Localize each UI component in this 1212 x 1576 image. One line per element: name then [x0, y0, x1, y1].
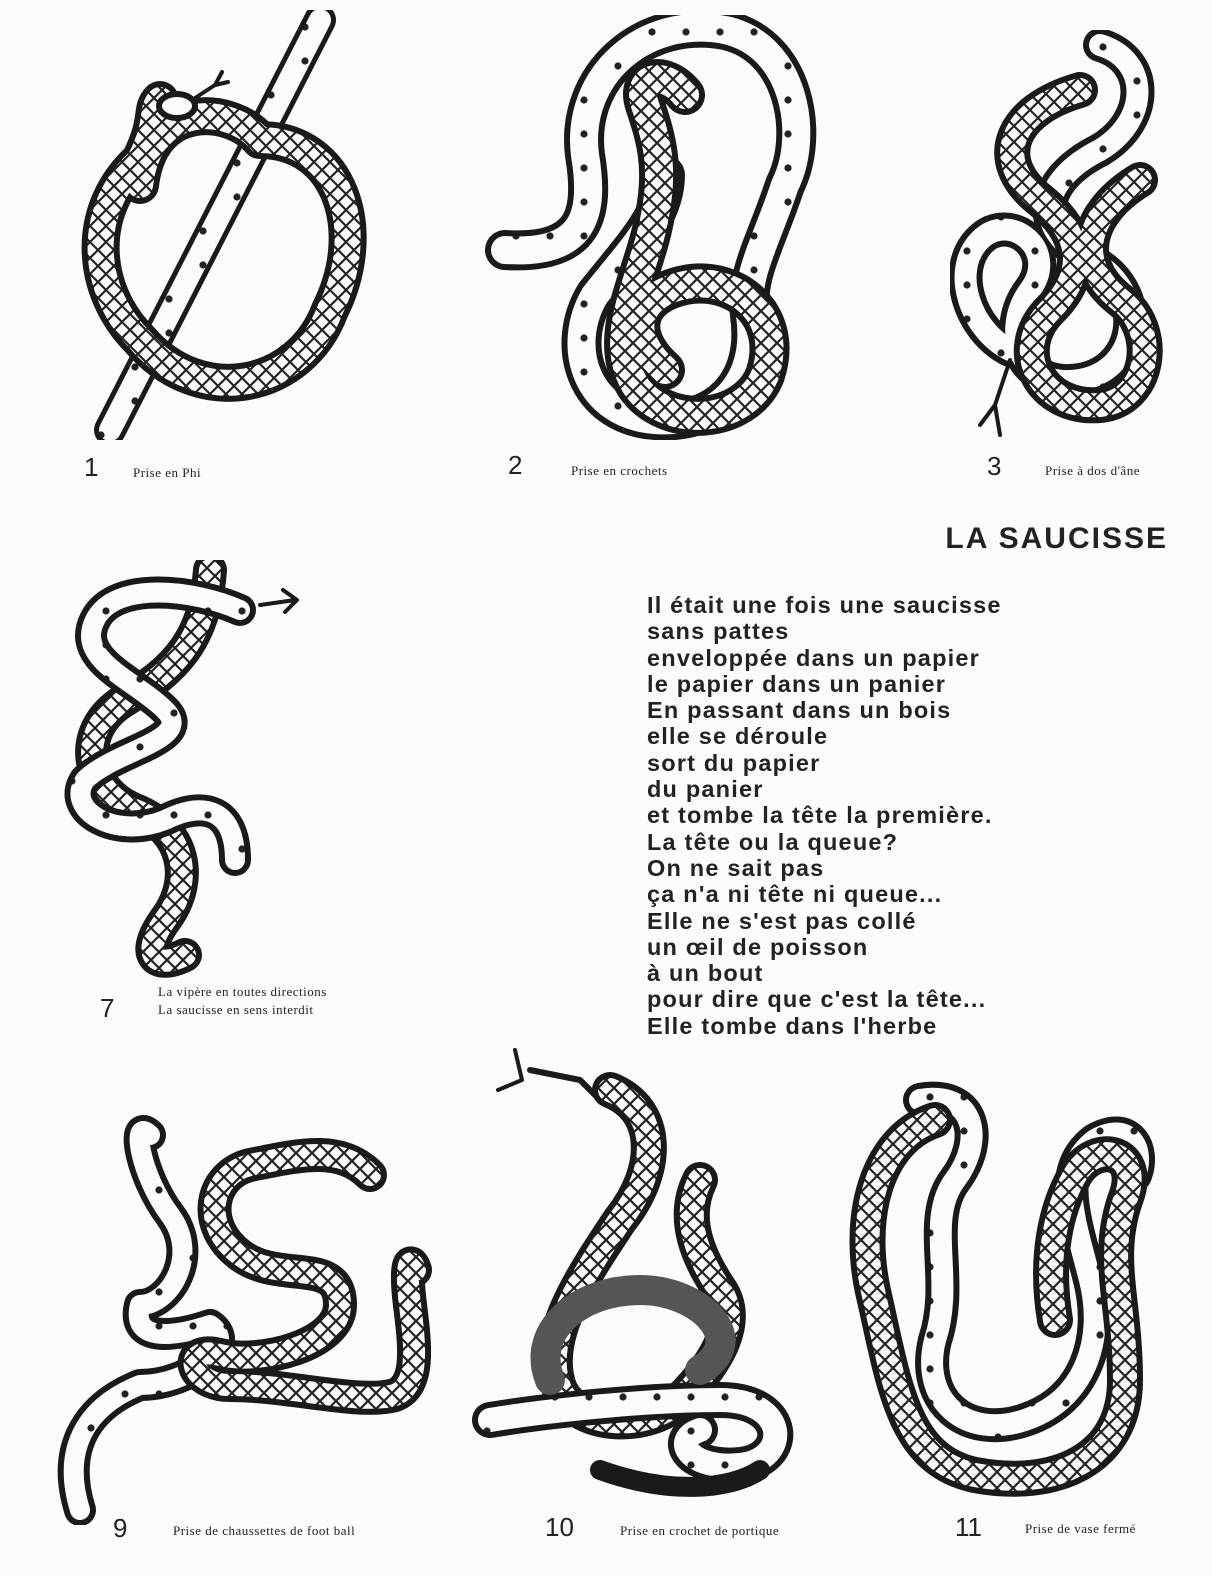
figure-1 [50, 10, 380, 440]
snake-drawing [470, 1040, 810, 1510]
poem-line: un œil de poisson [647, 933, 869, 960]
snake-drawing [950, 30, 1180, 445]
figure-11 [845, 1080, 1165, 1510]
figure-number: 10 [545, 1512, 574, 1542]
figure-caption: Prise en Phi [133, 465, 202, 480]
caption-line: La vipère en toutes directions [158, 984, 327, 999]
poem-line: enveloppée dans un papier [647, 644, 980, 671]
figure-10 [470, 1040, 810, 1510]
poem-line: La tête ou la queue? [647, 828, 899, 855]
figure-9 [40, 1105, 450, 1525]
poem-line: et tombe la tête la première. [647, 802, 993, 829]
snake-drawing [465, 15, 825, 440]
figure-7 [55, 560, 315, 980]
poem-line: elle se déroule [647, 723, 829, 750]
snake-drawing [40, 1105, 450, 1525]
figure-caption [158, 983, 327, 1019]
snake-drawing [50, 10, 380, 440]
poem-body [647, 592, 1167, 1039]
figure-number: 2 [508, 450, 523, 480]
snake-drawing [55, 560, 315, 980]
figure-caption: Prise en crochet de portique [620, 1523, 780, 1538]
poem-line: sans pattes [647, 618, 790, 645]
figure-number: 3 [987, 451, 1002, 481]
figure-caption: Prise en crochets [571, 463, 668, 478]
poem-line: du panier [647, 776, 764, 803]
figure-2 [465, 15, 825, 440]
figure-number: 11 [955, 1512, 982, 1542]
poem-line: Elle tombe dans l'herbe [647, 1012, 938, 1039]
poem-line: le papier dans un panier [647, 670, 947, 697]
figure-caption: Prise à dos d'âne [1045, 463, 1140, 478]
figure-number: 9 [113, 1513, 128, 1543]
poem-line: Elle ne s'est pas collé [647, 907, 917, 934]
poem-line: sort du papier [647, 749, 821, 776]
poem-line: à un bout [647, 960, 764, 987]
poem-line: En passant dans un bois [647, 697, 952, 724]
figure-number: 7 [100, 993, 115, 1023]
caption-line: La saucisse en sens interdit [158, 1002, 314, 1017]
poem-line: On ne sait pas [647, 854, 825, 881]
figure-number: 1 [84, 452, 99, 482]
snake-drawing [845, 1080, 1165, 1510]
figure-caption: Prise de chaussettes de foot ball [173, 1523, 356, 1538]
figure-caption: Prise de vase fermé [1025, 1521, 1136, 1536]
figure-3 [950, 30, 1180, 445]
poem-line: Il était une fois une saucisse [647, 592, 1002, 618]
poem-title: LA SAUCISSE [945, 522, 1168, 555]
poem-line: pour dire que c'est la tête... [647, 986, 987, 1013]
poem-line: ça n'a ni tête ni queue... [647, 881, 943, 908]
